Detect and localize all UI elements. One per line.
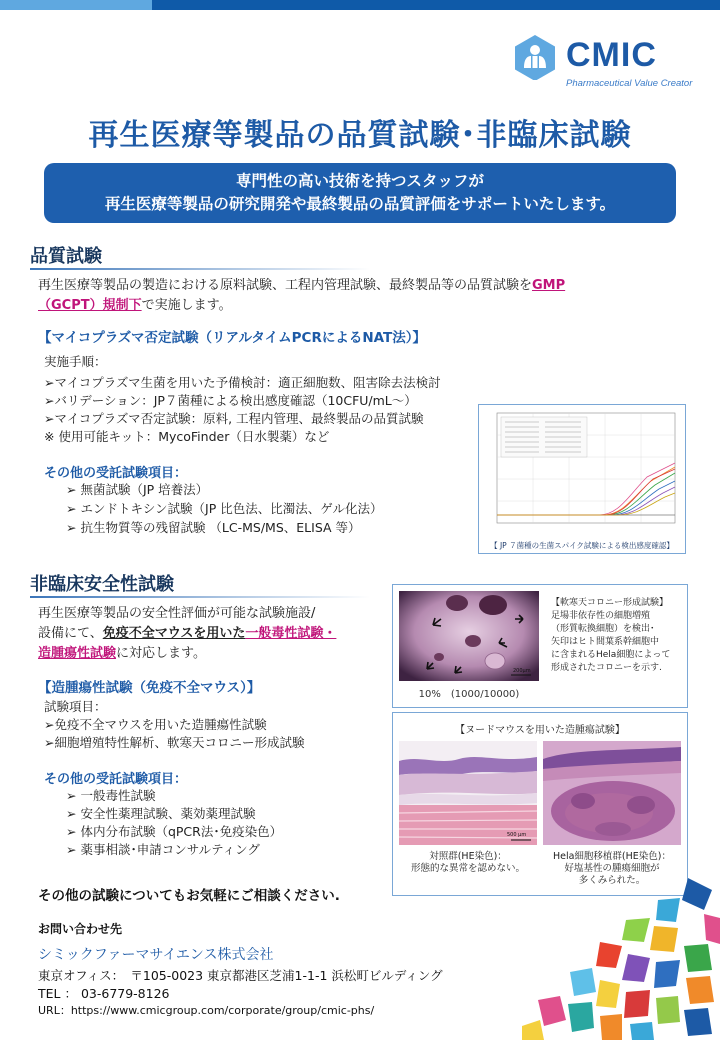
nonclinical-heading-underline [30, 596, 370, 598]
test-items-label: 試験項目： [44, 699, 107, 714]
contact-heading: お問い合わせ先 [38, 922, 123, 936]
cmic-logo-mark-icon [512, 34, 558, 80]
quality-heading: 品質試験 [30, 246, 102, 267]
control-caption: 対照群(HE染色)： 形態的な異常を認めない。 [410, 851, 525, 874]
photo1-scale-label: 200μm [513, 668, 531, 674]
lead-line-1: 専門性の高い技術を持つスタッフが [235, 172, 484, 190]
nonclinical-others-title: その他の受託試験項目： [44, 772, 188, 787]
logo-wordmark: CMIC [566, 36, 657, 74]
hela-he-micrograph [543, 741, 681, 845]
lead-banner [44, 163, 676, 223]
quality-other-item: ➢ 抗生物質等の残留試験 （LC-MS/MS、ELISA 等） [66, 520, 361, 535]
decorative-mosaic [508, 870, 720, 1040]
closing-message: その他の試験についてもお気軽にご相談ください. [38, 888, 340, 904]
logo-tagline: Pharmaceutical Value Creator [566, 78, 693, 89]
cmic-logo [512, 34, 692, 90]
tumor-test-title: 【造腫瘍性試験（免疫不全マウス）】 [38, 680, 261, 696]
quality-intro: 再生医療等製品の製造における原料試験、工程内管理試験、最終製品等の品質試験をGMP （GCPT）規制下で実施します。 [38, 278, 566, 313]
quality-heading-underline [30, 268, 370, 270]
procedure-step: ➢バリデーション：JP７菌種による検出感度確認（10CFU/mL～） [44, 393, 417, 408]
website-url[interactable]: URL：https://www.cmicgroup.com/corporate/group/cmic-phs/ [38, 1004, 375, 1017]
nude-mouse-figure-title: 【ヌードマウスを用いた造腫瘍試験】 [455, 725, 625, 736]
test-item: ➢細胞増殖特性解析、軟寒天コロニー形成試験 [44, 735, 305, 750]
nonclinical-other-item: ➢ 薬事相談･申請コンサルティング [66, 842, 260, 857]
quality-other-item: ➢ 無菌試験（JP 培養法） [66, 482, 209, 497]
nude-mouse-figure [392, 712, 688, 896]
nonclinical-heading: 非臨床安全性試験 [30, 574, 174, 595]
nonclinical-other-item: ➢ 体内分布試験（qPCR法･免疫染色） [66, 824, 283, 839]
office-address: 東京オフィス： 〒105-0023 東京都港区芝浦1-1-1 浜松町ビルディング [38, 968, 443, 983]
page-title: 再生医療等製品の品質試験･非臨床試験 [88, 118, 632, 153]
procedure-step: ➢マイコプラズマ生菌を用いた予備検討：適正細胞数、阻害除去法検討 [44, 375, 441, 390]
hela-caption: Hela細胞移植群(HE染色)： 好塩基性の腫瘍細胞が 多くみられた。 [552, 851, 671, 886]
colony-ratio-caption: 10% (1000/10000) [418, 689, 520, 700]
lead-line-2: 再生医療等製品の研究開発や最終製品の品質評価をサポートいたします。 [104, 195, 616, 213]
colony-assay-figure [392, 584, 688, 708]
colony-assay-description: 【軟寒天コロニー形成試験】 足場非依存性の細胞増殖 （形質転換細胞）を検出･ 矢印はヒト間葉系幹細胞中 に含まれるHela細胞によって 形成されたコロニーを示す. [551, 598, 671, 673]
mycoplasma-title: 【マイコプラズマ否定試験（リアルタイムPCRによるNAT法）】 [38, 330, 427, 346]
control-he-micrograph [399, 741, 537, 845]
top-bar-light [0, 0, 152, 10]
chart-caption: 【 JP ７菌種の生菌スパイク試験による検出感度確認】 [490, 541, 674, 550]
photo2-scale-label: 500 μm [507, 832, 527, 838]
quality-other-item: ➢ エンドトキシン試験（JP 比色法、比濁法、ゲル化法） [66, 501, 383, 516]
procedure-note: ※ 使用可能キット：MycoFinder（日水製薬）など [44, 429, 330, 444]
nonclinical-intro: 再生医療等製品の安全性評価が可能な試験施設/ 設備にて、免疫不全マウスを用いた一般毒性試験・ 造腫瘍性試験に対応します。 [38, 606, 337, 661]
pcr-amplification-figure [478, 404, 686, 554]
phone-number: TEL ： 03-6779-8126 [38, 986, 170, 1001]
company-name: シミックファーマサイエンス株式会社 [38, 947, 274, 963]
top-bar-dark [152, 0, 720, 10]
pcr-amplification-plot [479, 405, 684, 537]
colony-micrograph [399, 591, 539, 681]
nonclinical-other-item: ➢ 一般毒性試験 [66, 788, 156, 803]
procedure-label: 実施手順： [44, 354, 107, 369]
quality-others-title: その他の受託試験項目： [44, 466, 188, 481]
nonclinical-other-item: ➢ 安全性薬理試験、薬効薬理試験 [66, 806, 256, 821]
procedure-step: ➢マイコプラズマ否定試験：原料, 工程内管理、最終製品の品質試験 [44, 411, 424, 426]
test-item: ➢免疫不全マウスを用いた造腫瘍性試験 [44, 717, 267, 732]
